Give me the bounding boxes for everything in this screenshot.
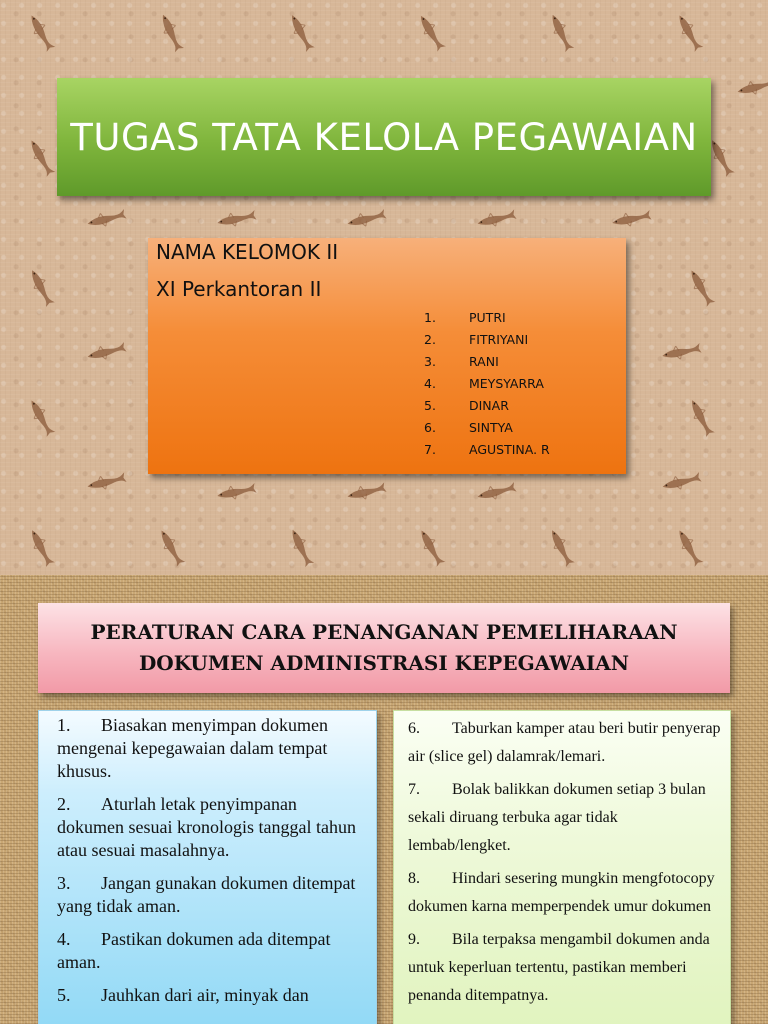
rule-item [39,714,376,783]
fish-fossil-icon [286,525,317,569]
fish-fossil-icon [24,10,57,53]
fish-fossil-icon [214,208,258,230]
fish-fossil-icon [734,75,768,99]
fish-fossil-icon [414,525,447,568]
member-name: FITRIYANI [469,331,529,347]
fish-fossil-icon [659,341,703,363]
rule-item [394,776,730,860]
member-item [424,350,550,372]
rule-text: Taburkan kamper atau beri butir penyerap air (slice gel) dalamrak/lemari. [408,720,721,765]
rule-number: 5. [57,985,71,1005]
rule-text: Hindari sesering mungkin mengfotocopy dokumen karna memperpendek umur dokumen [408,870,715,915]
fish-fossil-icon [344,480,388,504]
member-number: 4. [424,375,436,391]
rule-number: 7. [408,781,420,798]
rule-text: Biasakan menyimpan dokumen mengenai kepegawaian dalam tempat khusus. [57,715,328,781]
fish-fossil-icon [609,208,653,230]
rule-item [394,926,730,1010]
slide-title: TUGAS TATA KELOLA PEGAWAIAN [70,115,698,159]
rule-text: Pastikan dokumen ada ditempat aman. [57,929,331,972]
rules-heading-line-2: DOKUMEN ADMINISTRASI KEPEGAWAIAN [138,651,630,675]
fish-fossil-icon [672,525,705,568]
rules-header-box [38,603,730,693]
rule-item [394,865,730,921]
rule-item [394,715,730,771]
member-item [424,328,550,350]
fish-fossil-icon [24,395,57,438]
member-number: 3. [424,353,436,369]
rule-text: Jangan gunakan dokumen ditempat yang tidak aman. [57,873,356,916]
title-box [57,78,711,196]
fish-fossil-icon [285,10,317,54]
rule-item [39,984,376,1007]
fish-fossil-icon [25,525,57,569]
fish-fossil-icon [545,525,577,569]
member-number: 2. [424,331,436,347]
fish-fossil-icon [344,207,388,231]
fish-fossil-icon [25,265,57,309]
rule-number: 9. [408,931,420,948]
fish-fossil-icon [672,10,705,53]
rule-number: 1. [57,715,71,735]
member-number: 6. [424,419,436,435]
member-number: 1. [424,309,436,325]
rule-number: 3. [57,873,71,893]
member-name: AGUSTINA. R [469,441,550,457]
group-class: XI Perkantoran II [156,277,322,301]
slide-2 [0,575,768,1024]
fish-fossil-icon [474,480,518,504]
fish-fossil-icon [156,10,186,54]
member-item [424,306,550,328]
member-list [424,306,550,460]
rule-item [39,793,376,862]
member-item [424,372,550,394]
member-item [424,438,550,460]
member-number: 7. [424,441,436,457]
member-item [424,394,550,416]
rule-item [39,872,376,918]
member-number: 5. [424,397,436,413]
rule-number: 2. [57,794,71,814]
fish-fossil-icon [684,265,717,308]
rule-number: 4. [57,929,71,949]
member-item [424,416,550,438]
member-name: MEYSYARRA [469,375,544,391]
fish-fossil-icon [84,340,128,364]
rules-left-panel [38,710,377,1024]
fish-fossil-icon [84,207,128,231]
rule-text: Jauhkan dari air, minyak dan [101,985,309,1005]
rules-heading-line-1: PERATURAN CARA PENANGANAN PEMELIHARAAN [90,620,678,644]
group-name: NAMA KELOMOK II [156,240,339,264]
fish-fossil-icon [84,470,128,494]
fish-fossil-icon [214,481,258,503]
member-name: RANI [469,353,499,369]
rule-text: Bila terpaksa mengambil dokumen anda untuk keperluan tertentu, pastikan memberi penanda ditempatnya. [408,931,710,1004]
fish-fossil-icon [24,135,57,178]
fish-fossil-icon [154,525,187,568]
member-name: SINTYA [469,419,513,435]
rule-item [39,928,376,974]
fish-fossil-icon [546,10,577,54]
group-info-box [148,238,626,474]
rule-number: 8. [408,870,420,887]
rule-text: Bolak balikkan dokumen setiap 3 bulan sekali diruang terbuka agar tidak lembab/lengket. [408,781,706,854]
member-name: DINAR [469,397,509,413]
rule-text: Aturlah letak penyimpanan dokumen sesuai kronologis tanggal tahun atau sesuai masalahnya. [57,794,356,860]
fish-fossil-icon [685,395,717,439]
rules-right-panel [393,710,731,1024]
rule-number: 6. [408,720,420,737]
member-name: PUTRI [469,309,506,325]
fish-fossil-icon [659,470,703,494]
fish-fossil-icon [414,10,448,53]
fish-fossil-icon [474,207,518,231]
